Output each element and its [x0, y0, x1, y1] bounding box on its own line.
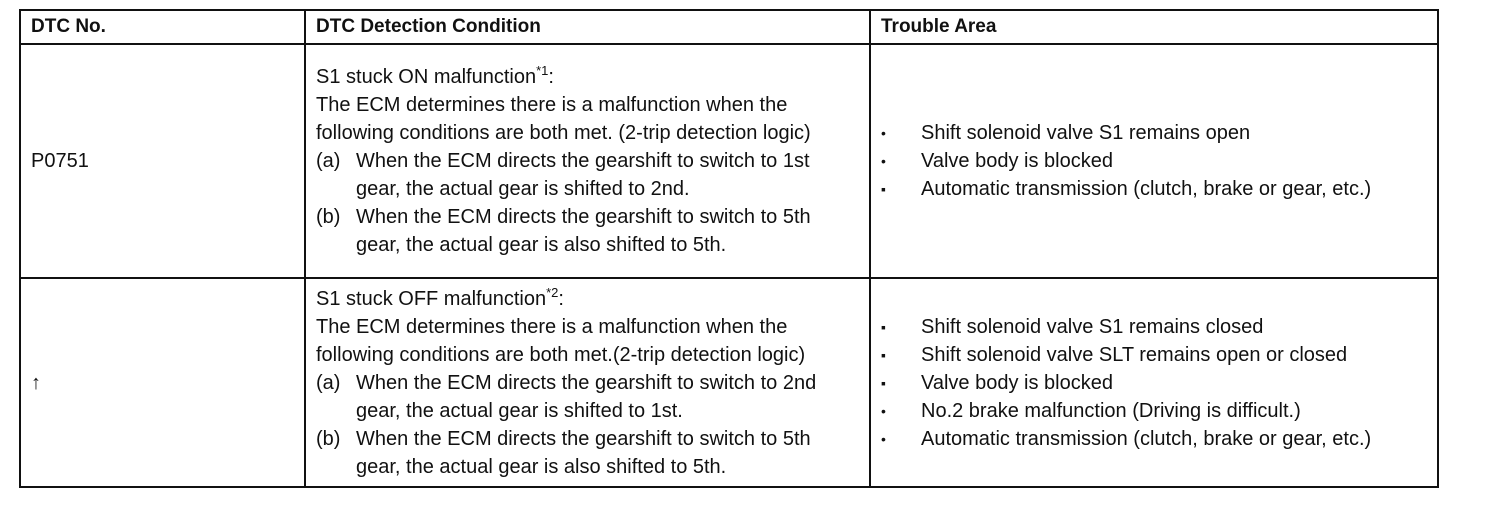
condition-item-label: (a) — [316, 371, 341, 394]
header-detection-condition: DTC Detection Condition — [305, 10, 870, 44]
footnote-marker: *2 — [546, 284, 559, 300]
header-row — [20, 10, 1438, 44]
same-as-above-arrow-icon: ↑ — [31, 371, 41, 394]
trouble-area-text: Valve body is blocked — [921, 150, 1113, 172]
table-row — [20, 278, 1438, 487]
detection-condition-cell — [305, 44, 870, 278]
condition-title — [316, 63, 859, 91]
dtc-table — [19, 9, 1439, 488]
condition-item — [316, 203, 859, 259]
condition-intro: The ECM determines there is a malfunction when the following conditions are both met. (2-trip detection logic) — [316, 94, 811, 144]
detection-condition-cell — [305, 278, 870, 487]
trouble-area-item — [881, 313, 1427, 341]
header-trouble-area: Trouble Area — [870, 10, 1438, 44]
trouble-area-text: Shift solenoid valve SLT remains open or closed — [921, 343, 1348, 366]
condition-item — [316, 369, 859, 425]
dtc-code: P0751 — [31, 150, 89, 172]
condition-title — [316, 285, 859, 313]
bullet-icon: ▪ — [881, 346, 886, 363]
trouble-area-list — [881, 119, 1427, 203]
condition-title-suffix: : — [558, 287, 564, 310]
condition-item-text: When the ECM directs the gearshift to switch to 2nd gear, the actual gear is shifted to 1st. — [356, 371, 817, 422]
header-dtc-no: DTC No. — [20, 10, 305, 44]
trouble-area-item — [881, 425, 1427, 453]
trouble-area-list — [881, 313, 1427, 453]
bullet-icon: ▪ — [881, 374, 886, 391]
bullet-icon: • — [881, 153, 886, 169]
footnote-marker: *1 — [536, 63, 549, 78]
condition-title-text: S1 stuck OFF malfunction — [316, 287, 547, 310]
condition-item-text: When the ECM directs the gearshift to switch to 5th gear, the actual gear is also shifted to 5th. — [356, 206, 811, 256]
bullet-icon: ▪ — [881, 181, 886, 197]
trouble-area-item — [881, 175, 1427, 203]
condition-title-suffix: : — [548, 66, 554, 88]
condition-item-label: (b) — [316, 427, 341, 450]
condition-item-label: (b) — [316, 206, 341, 228]
bullet-icon: ▪ — [881, 318, 886, 335]
dtc-code-cell — [20, 44, 305, 278]
condition-item-text: When the ECM directs the gearshift to switch to 5th gear, the actual gear is also shifted to 5th. — [356, 427, 811, 478]
trouble-area-text: Valve body is blocked — [921, 371, 1113, 394]
condition-item-text: When the ECM directs the gearshift to switch to 1st gear, the actual gear is shifted to 2nd. — [356, 150, 810, 200]
trouble-area-text: No.2 brake malfunction (Driving is difficult.) — [921, 399, 1301, 422]
trouble-area-text: Automatic transmission (clutch, brake or gear, etc.) — [921, 427, 1372, 450]
condition-item — [316, 425, 859, 481]
trouble-area-cell — [870, 278, 1438, 487]
trouble-area-cell — [870, 44, 1438, 278]
trouble-area-item — [881, 341, 1427, 369]
bullet-icon: • — [881, 430, 886, 447]
trouble-area-text: Automatic transmission (clutch, brake or gear, etc.) — [921, 178, 1372, 200]
condition-intro: The ECM determines there is a malfunction when the following conditions are both met.(2-trip detection logic) — [316, 315, 806, 366]
condition-item-label: (a) — [316, 150, 341, 172]
trouble-area-text: Shift solenoid valve S1 remains closed — [921, 315, 1264, 338]
trouble-area-item — [881, 119, 1427, 147]
trouble-area-text: Shift solenoid valve S1 remains open — [921, 122, 1251, 144]
trouble-area-item — [881, 397, 1427, 425]
condition-title-text: S1 stuck ON malfunction — [316, 66, 537, 88]
trouble-area-item — [881, 369, 1427, 397]
bullet-icon: • — [881, 125, 886, 141]
condition-item — [316, 147, 859, 203]
table-row — [20, 44, 1438, 278]
trouble-area-item — [881, 147, 1427, 175]
bullet-icon: • — [881, 402, 886, 419]
dtc-code-cell — [20, 278, 305, 487]
